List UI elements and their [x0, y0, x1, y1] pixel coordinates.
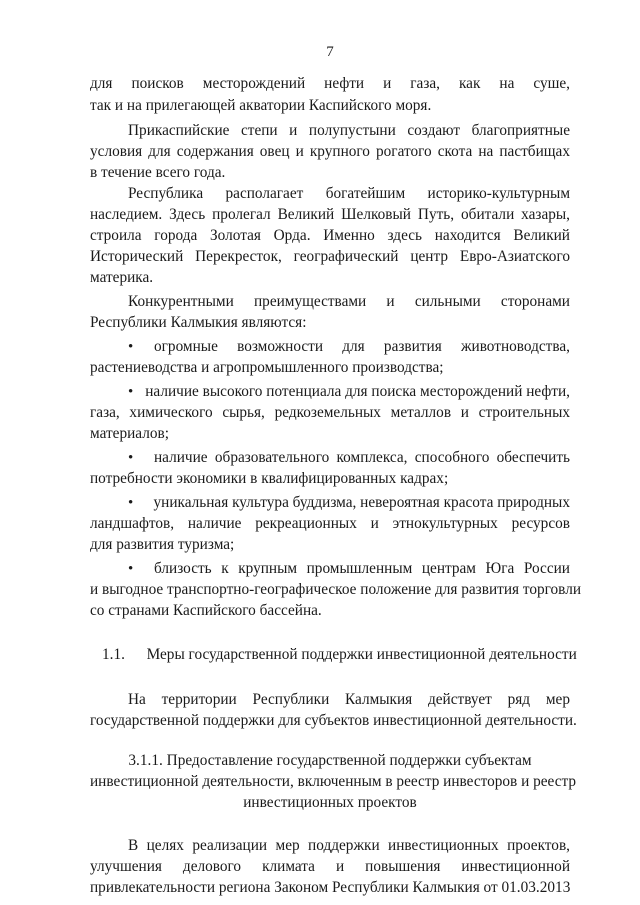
- text-line: привлекательности региона Законом Республики Калмыкия от 01.03.2013: [90, 879, 571, 896]
- bullet-item: [90, 493, 570, 513]
- bullet-item: [90, 382, 570, 402]
- bullet-text: огромные возможности для развития животноводства,: [154, 338, 570, 355]
- subsection-heading-line: 3.1.1. Предоставление государственной поддержки субъектам: [128, 752, 532, 769]
- text-line: ландшафтов, наличие рекреационных и этнокультурных ресурсов: [90, 515, 570, 532]
- text-line: Республики Калмыкия являются:: [90, 314, 307, 331]
- text-line: наследием. Здесь пролегал Великий Шелковый Путь, обитали хазары,: [90, 206, 570, 223]
- text-line: В целях реализации мер поддержки инвестиционных проектов,: [128, 837, 570, 854]
- bullet-icon: •: [128, 561, 134, 577]
- text-line: Прикаспийские степи и полупустыни создают благоприятные: [128, 122, 570, 139]
- text-line: растениеводства и агропромышленного производства;: [90, 359, 444, 376]
- text-line: так и на прилегающей акватории Каспийского моря.: [90, 97, 432, 114]
- text-line: материалов;: [90, 425, 169, 442]
- section-title: Меры государственной поддержки инвестиционной деятельности: [146, 646, 577, 663]
- text-line: условия для содержания овец и крупного рогатого скота на пастбищах: [90, 143, 570, 160]
- bullet-text: близость к крупным промышленным центрам Юга России: [154, 560, 570, 577]
- section-number: 1.1.: [102, 646, 125, 663]
- text-line: газа, химического сырья, редкоземельных металлов и строительных: [90, 404, 570, 421]
- text-line: для поисков месторождений нефти и газа, как на суше,: [90, 75, 570, 92]
- text-line: и выгодное транспортно-географическое положение для развития торговли: [90, 581, 582, 598]
- bullet-item: [90, 559, 570, 579]
- text-line: в течение всего года.: [90, 164, 226, 181]
- bullet-item: [90, 448, 570, 468]
- bullet-text: уникальная культура буддизма, невероятная красота природных: [153, 494, 570, 511]
- bullet-icon: •: [128, 384, 134, 400]
- text-line: Конкурентными преимуществами и сильными сторонами: [128, 293, 570, 310]
- bullet-icon: •: [128, 339, 134, 355]
- text-line: материка.: [90, 269, 154, 286]
- bullet-item: [90, 337, 570, 357]
- bullet-text: наличие высокого потенциала для поиска месторождений нефти,: [145, 383, 570, 400]
- text-line: для развития туризма;: [90, 536, 235, 553]
- text-line: Исторический Перекресток, географический центр Евро-Азиатского: [90, 248, 570, 265]
- text-line: государственной поддержки для субъектов инвестиционной деятельности.: [90, 712, 577, 729]
- subsection-heading-line: инвестиционной деятельности, включенным в реестр инвесторов и реестр: [90, 773, 577, 790]
- text-line: На территории Республики Калмыкия действует ряд мер: [128, 691, 570, 708]
- bullet-icon: •: [128, 450, 134, 466]
- subsection-heading-line: инвестиционных проектов: [243, 794, 417, 811]
- bullet-icon: •: [128, 495, 134, 511]
- bullet-text: наличие образовательного комплекса, способного обеспечить: [154, 449, 570, 466]
- section-heading: [90, 645, 577, 665]
- page-number: 7: [326, 44, 334, 60]
- text-line: потребности экономики в квалифицированных кадрах;: [90, 470, 449, 487]
- text-line: со странами Каспийского бассейна.: [90, 602, 322, 619]
- text-line: строила города Золотая Орда. Именно здесь находится Великий: [90, 227, 570, 244]
- text-line: улучшения делового климата и повышения инвестиционной: [90, 858, 570, 875]
- text-line: Республика располагает богатейшим историко-культурным: [128, 185, 570, 202]
